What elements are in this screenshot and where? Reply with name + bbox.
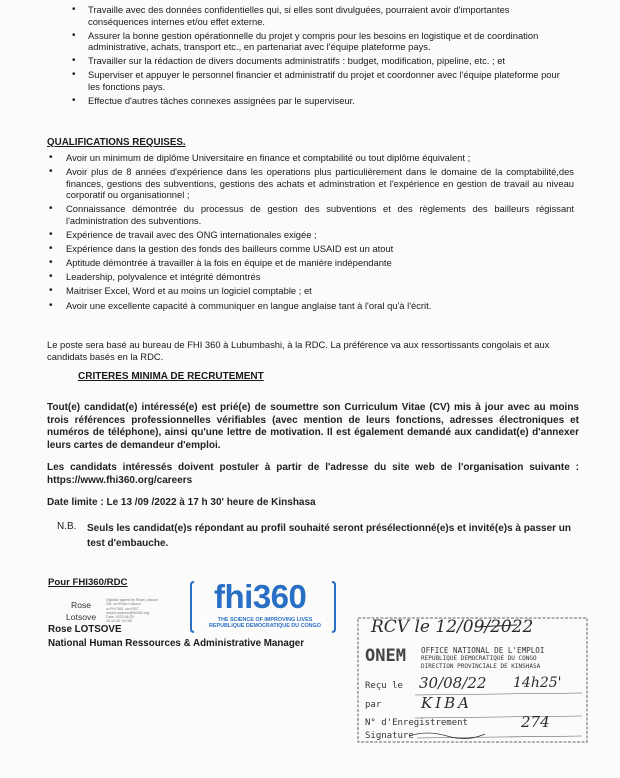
logo-tagline-line: THE SCIENCE OF IMPROVING LIVES	[217, 617, 313, 623]
qualification-item: • Connaissance démontrée du processus de gestion des subventions et des règlements des bailleurs régissant l'administration des subventions.	[66, 203, 574, 226]
nb-label: N.B.	[57, 521, 77, 532]
digital-signature-line: 16:12:45 +01'00'	[106, 619, 133, 624]
digital-signature-line: Digitally signed by Rose Lotsove	[106, 598, 158, 602]
fhi360-logo	[188, 579, 338, 635]
digital-signature-line: o=FHI 360, ou=RDC	[106, 606, 139, 611]
qualifications-list	[66, 152, 574, 314]
stamp-by-value: KIBA	[421, 694, 472, 712]
stamp-office-line: REPUBLIQUE DEMOCRATIQUE DU CONGO	[421, 655, 537, 662]
signature-first-name: Rose	[71, 600, 92, 610]
digital-signature-line: DN: cn=Rose Lotsove	[106, 602, 142, 607]
digital-signature-line: Date: 2022.08.30	[106, 615, 134, 620]
logo-tagline-line: REPUBLIQUE DEMOCRATIQUE DU CONGO	[209, 623, 321, 630]
duties-list	[88, 4, 570, 109]
duty-item: • Assurer la bonne gestion opérationnelle du projet y compris pour les besoins en logistique et de coordination administrative, achats, transport etc., en partenariat avec l'équipe plateforme pays.	[88, 30, 570, 53]
qualification-item: • Avoir une excellente capacité à communiquer en langue anglaise tant à l'oral qu'à l'écrit.	[66, 300, 574, 312]
posting-location-paragraph: Le poste sera basé au bureau de FHI 360 à Lubumbashi, à la RDC. La préférence va aux ressortissants congolais et aux candidats basés en la RDC.	[47, 339, 550, 362]
stamp-registration-label: N° d'Enregistrement	[365, 718, 468, 728]
deadline-text: Date limite : Le 13 /09 /2022 à 17 h 30' heure de Kinshasa	[47, 497, 316, 508]
qualifications-heading: QUALIFICATIONS REQUISES.	[47, 137, 186, 148]
logo-wordmark: fhi360	[214, 578, 307, 615]
qualification-item: • Avoir plus de 8 années d'expérience dans les operations plus particulièrement dans le domaine de la comptabilité,des finances, gestions des subventions, gestions des achats et adminstration et l'expérience en gestion de travail au niveau corporatif ou organisationnel ;	[66, 166, 574, 201]
qualification-item: • Leadership, polyvalence et intégrité démontrés	[66, 271, 574, 283]
signatory-role: National Human Ressources & Administrative Manager	[48, 638, 305, 649]
duty-item: • Effectue d'autres tâches connexes assignées par le superviseur.	[88, 95, 570, 107]
digital-signature-line: email=rlotsove@fhi360.org	[106, 610, 149, 615]
stamp-received-time: 14h25'	[513, 675, 562, 691]
handwritten-signature	[66, 600, 96, 623]
qualification-item: • Expérience de travail avec des ONG internationales exigée ;	[66, 229, 574, 241]
application-instructions: Tout(e) candidat(e) intéressé(e) est prié(e) de soumettre son Curriculum Vitae (CV) mis à jour avec au moins trois références professionnelles vérifiables (avec mention de leurs fonctions, adresses électroniques et numéros de téléphone), ainsi qu'une lettre de motivation. Il est également demandé aux candidat(e) d'annexer leurs cartes de demandeur d'emploi.	[47, 402, 579, 451]
signatory-name: Rose LOTSOVE	[48, 624, 122, 635]
duty-item: • Travaille avec des données confidentielles qui, si elles sont divulguées, pourraient avoir d'importantes conséquences internes et/ou effet externe.	[88, 4, 570, 27]
stamp-by-label: par	[365, 700, 382, 710]
logo-tagline	[204, 617, 326, 629]
nb-note: Seuls les candidat(e)s répondant au profil souhaité seront présélectionné(e)s et invité(e)s à passer un test d'embauche.	[87, 523, 572, 549]
criteria-heading: CRITERES MINIMA DE RECRUTEMENT	[78, 371, 264, 382]
application-website: Les candidats intéressés doivent postuler à partir de l'adresse du site web de l'organisation suivante : https://www.fhi360.org/careers	[47, 462, 579, 486]
qualification-item: • Avoir un minimum de diplôme Universitaire en finance et comptabilité ou tout diplôme équivalent ;	[66, 152, 574, 164]
rcv-handwritten-date: RCV le 12/09/2022	[371, 617, 534, 637]
qualification-item: • Maitriser Excel, Word et au moins un logiciel comptable ; et	[66, 285, 574, 297]
qualification-item: • Expérience dans la gestion des fonds des bailleurs comme USAID est un atout	[66, 243, 574, 255]
qualification-item: • Aptitude démontrée à travailler à la fois en équipe et de manière indépendante	[66, 257, 574, 269]
signature-last-name: Lotsove	[66, 611, 97, 622]
onem-reception-stamp	[357, 612, 589, 744]
stamp-office-line: OFFICE NATIONAL DE L'EMPLOI	[421, 646, 545, 655]
duty-item: • Superviser et appuyer le personnel financier et administratif du projet et coordonner avec l'équipe plateforme pour les fonctions pays.	[88, 69, 570, 92]
digital-signature-block	[106, 598, 178, 624]
stamp-onem-label: ONEM	[365, 646, 406, 666]
stamp-received-date: 30/08/22	[419, 674, 487, 692]
signature-for-line: Pour FHI360/RDC	[48, 577, 128, 588]
duty-item: • Travailler sur la rédaction de divers documents administratifs : budget, modification, pipeline, etc. ; et	[88, 55, 570, 67]
stamp-signature-label: Signature	[365, 731, 414, 741]
stamp-registration-number: 274	[521, 713, 550, 731]
stamp-office-line: DIRECTION PROVINCIALE DE KINSHASA	[421, 663, 541, 670]
stamp-received-label: Reçu le	[365, 681, 403, 691]
